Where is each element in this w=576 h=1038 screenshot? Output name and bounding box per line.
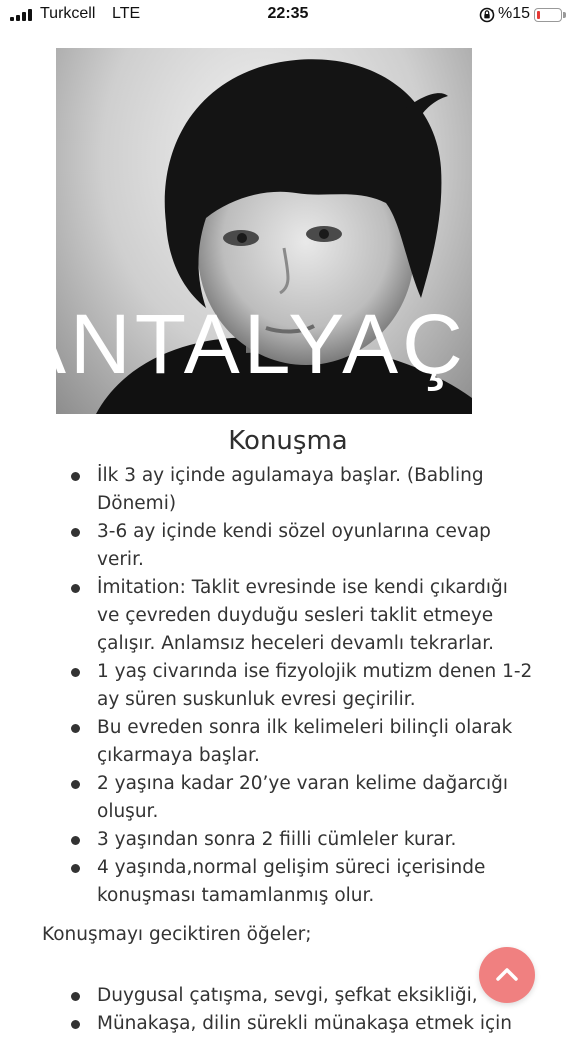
milestones-list [0,462,576,910]
delay-factors-label: Konuşmayı geciktiren öğeler; [42,924,312,945]
list-item: 1 yaş civarında ise fizyolojik mutizm denen 1-2 ay süren suskunluk evresi geçirilir. [0,658,576,714]
scroll-to-top-button[interactable] [479,947,535,1003]
list-item: İmitation: Taklit evresinde ise kendi çıkardığı ve çevreden duyduğu sesleri taklit etmeye çalışır. Anlamsız heceleri devamlı tekrarlar. [0,574,576,658]
orientation-lock-icon [478,6,496,24]
list-item: Duygusal çatışma, sevgi, şefkat eksikliği, [0,982,576,1010]
battery-cap [563,12,566,18]
carrier-name: Turkcell [40,5,96,22]
battery-percent: %15 [498,5,531,22]
list-item: İlk 3 ay içinde agulamaya başlar. (Babling Dönemi) [0,462,576,518]
watermark-text: ANTALYAÇ [10,297,467,391]
status-bar [0,0,576,30]
chevron-up-icon [493,961,521,989]
list-item: 4 yaşında,normal gelişim süreci içerisinde konuşması tamamlanmış olur. [0,854,576,910]
battery-icon [534,8,562,22]
list-item: 3 yaşından sonra 2 fiilli cümleler kurar. [0,826,576,854]
status-time: 22:35 [267,5,309,22]
hero-image [10,48,472,414]
list-item: Bu evreden sonra ilk kelimeleri bilinçli olarak çıkarmaya başlar. [0,714,576,770]
list-item: 3-6 ay içinde kendi sözel oyunlarına cevap verir. [0,518,576,574]
network-type: LTE [112,5,141,22]
section-heading: Konuşma [228,426,348,456]
list-item: 2 yaşına kadar 20’ye varan kelime dağarcığı oluşur. [0,770,576,826]
list-item: Münakaşa, dilin sürekli münakaşa etmek için [0,1010,576,1038]
battery-level-fill [537,11,540,19]
